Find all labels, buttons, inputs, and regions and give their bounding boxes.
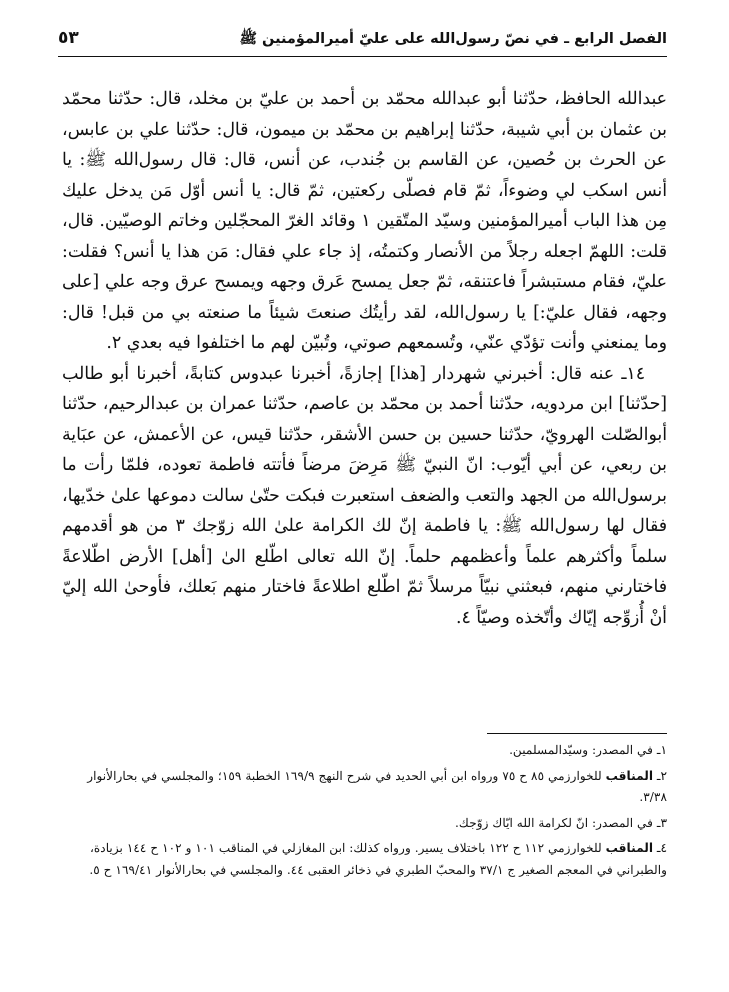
paragraph-2: ١٤ـ عنه قال: أخبرني شهردار [هذا] إجازةً، أخبرنا عبدوس كتابةً، أخبرنا أبو طالب [حدّثنا] ابن مردويه، حدّثنا أحمد بن محمّد بن عاصم، حدّثنا عمران بن عبدالرحيم، حدّثنا أبوالصّلت الهرويّ، حدّثنا حسين بن حسن الأشقر، حدّثنا قيس، عن الأعمش، عن عبَاية بن ربعي، عن أبي أيّوب: انّ النبيّ ﷺ مَرِضَ مرضاً فأتته فاطمة تعوده، فلمّا رأت ما برسول‌الله من الجهد والتعب والضعف استعبرت فبكت حتّىٰ سالت دموعها علىٰ خدّيها، فقال لها رسول‌الله ﷺ: يا فاطمة إنّ لك الكرامة علىٰ الله زوّجك ٣ من هو أقدمهم سلماً وأكثرهم علماً وأعظمهم حلماً. إنّ الله تعالى اطّلع الىٰ [أهل] الأرض اطّلاعةً فاختارني منهم، فبعثني نبيّاً مرسلاً ثمّ اطّلع اطلاعةً فاختار منهم بَعلك، فأوحىٰ الله إليّ أنْ أُزوِّجه إيّاك وأتّخذه وصيّاً ٤. (62, 363, 667, 628)
footnote-2 (62, 766, 667, 809)
footnote-text: للخوارزمي ٨٥ ح ٧٥ ورواه ابن أبي الحديد في شرح النهج ١٦٩/٩ الخطبة ١٥٩؛ والمجلسي في بحارالأنوار ٣/٣٨. (87, 768, 667, 804)
footnote-4 (62, 838, 667, 881)
footnote-number: ٣ـ (656, 815, 667, 830)
footnote-3 (62, 813, 667, 835)
footnote-number: ١ـ (656, 743, 667, 757)
footnote-text: في المصدر: وسيّدالمسلمين. (509, 743, 653, 757)
running-title: الفصل الرابع ـ في نصّ رسول‌الله على عليّ أميرالمؤمنين ﷺ (239, 31, 667, 47)
footnotes (62, 740, 667, 885)
footnote-separator (487, 733, 667, 734)
footnote-1 (62, 740, 667, 762)
footnote-text: للخوارزمي ١١٢ ح ١٢٢ باختلاف يسير. ورواه كذلك: ابن المغازلي في المناقب ١٠١ و ١٠٢ ح ١٤٤ بزيادة، والطبراني في المعجم الصغير ج ٣٧/١ والمحبّ الطبري في ذخائر العقبى ٤٤. والمجلسي في بحارالأنوار ١٦٩/٤١ ح ٥. (89, 841, 667, 877)
footnote-source-title: المناقب (605, 841, 653, 855)
paragraph-1: عبدالله الحافظ، حدّثنا أبو عبدالله محمّد بن أحمد بن عليّ بن مخلد، قال: حدّثنا محمّد بن عثمان بن أبي شيبة، حدّثنا إبراهيم بن محمّد بن ميمون، قال: حدّثنا علي بن عابس، عن الحرث بن حُصين، عن القاسم بن جُندب، عن أنس، قال: قال رسول‌الله ﷺ: يا أنس اسكب لي وضوءاً، ثمّ قام فصلّى ركعتين، ثمّ قال: يا أنس أوّل مَن يدخل عليك مِن هذا الباب أميرالمؤمنين وسيّد المتّقين ١ وقائد الغرّ المحجّلين وخاتم الوصيّين. قال، قلت: اللهمّ اجعله رجلاً من الأنصار وكتمتُه، إذ جاء علي فقال: مَن هذا يا أنس؟ فقلت: عليّ، فقام مستبشراً فاعتنقه، ثمّ جعل يمسح عَرق وجهه ويمسح عرق وجه علي [على وجهه، فقال عليّ:] يا رسول‌الله، لقد رأيتُك صنعتَ شيئاً ما صنعته بي من قبل! قال: وما يمنعني وأنت تؤدّي عنّي، وتُسمعهم صوتي، وتُبيّن لهم ما اختلفوا فيه بعدي ٢. (62, 89, 667, 353)
page-header (58, 28, 667, 57)
page-number: ٥٣ (58, 28, 79, 48)
footnote-source-title: المناقب (605, 768, 653, 783)
footnote-number: ٢ـ (656, 768, 667, 783)
footnote-text: في المصدر: انّ لكرامة الله ايّاك زوّجك. (455, 815, 653, 830)
footnote-number: ٤ـ (656, 841, 667, 855)
main-text (62, 84, 667, 633)
